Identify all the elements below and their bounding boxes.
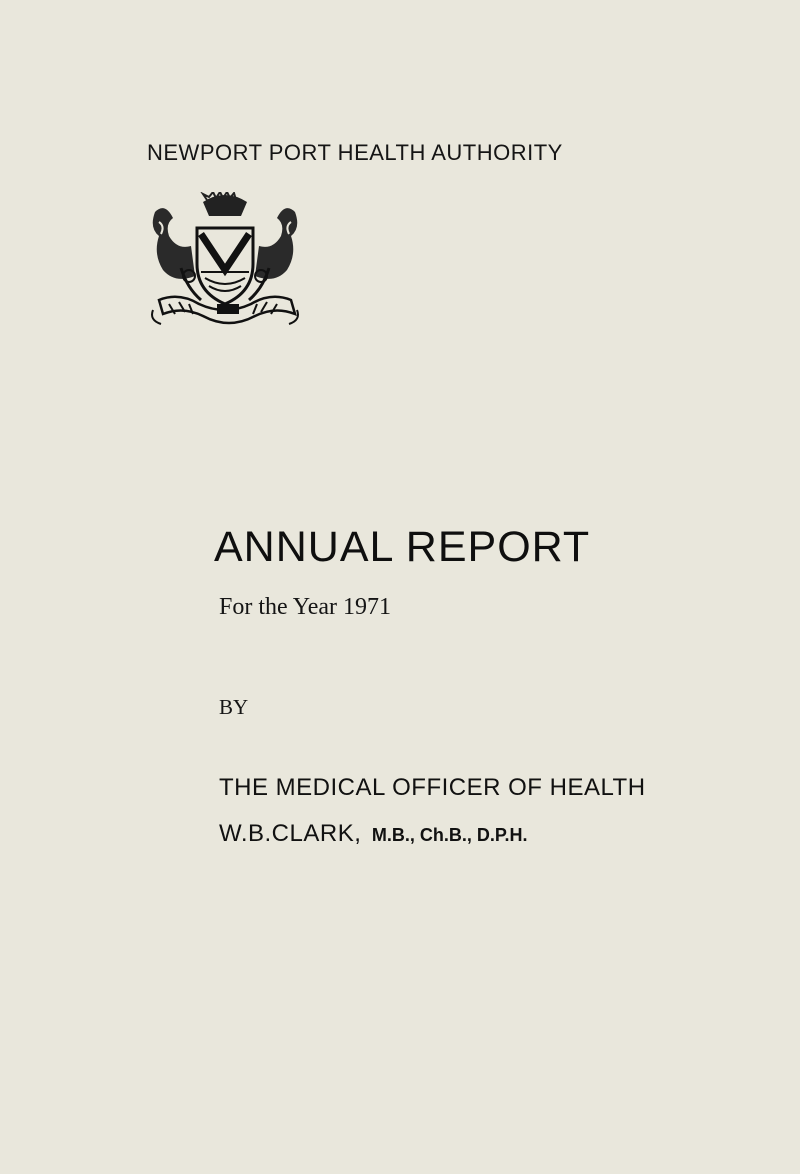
officer-name: W.B.CLARK, [219,820,362,847]
authority-heading: NEWPORT PORT HEALTH AUTHORITY [147,140,563,165]
officer-signature-line [219,820,528,848]
coat-of-arms-icon [145,192,305,332]
officer-qualifications: M.B., Ch.B., D.P.H. [371,825,528,845]
report-title: ANNUAL REPORT [214,523,591,571]
by-label: BY [219,695,249,719]
officer-title: THE MEDICAL OFFICER OF HEALTH [219,774,646,801]
report-year: For the Year 1971 [219,594,391,620]
